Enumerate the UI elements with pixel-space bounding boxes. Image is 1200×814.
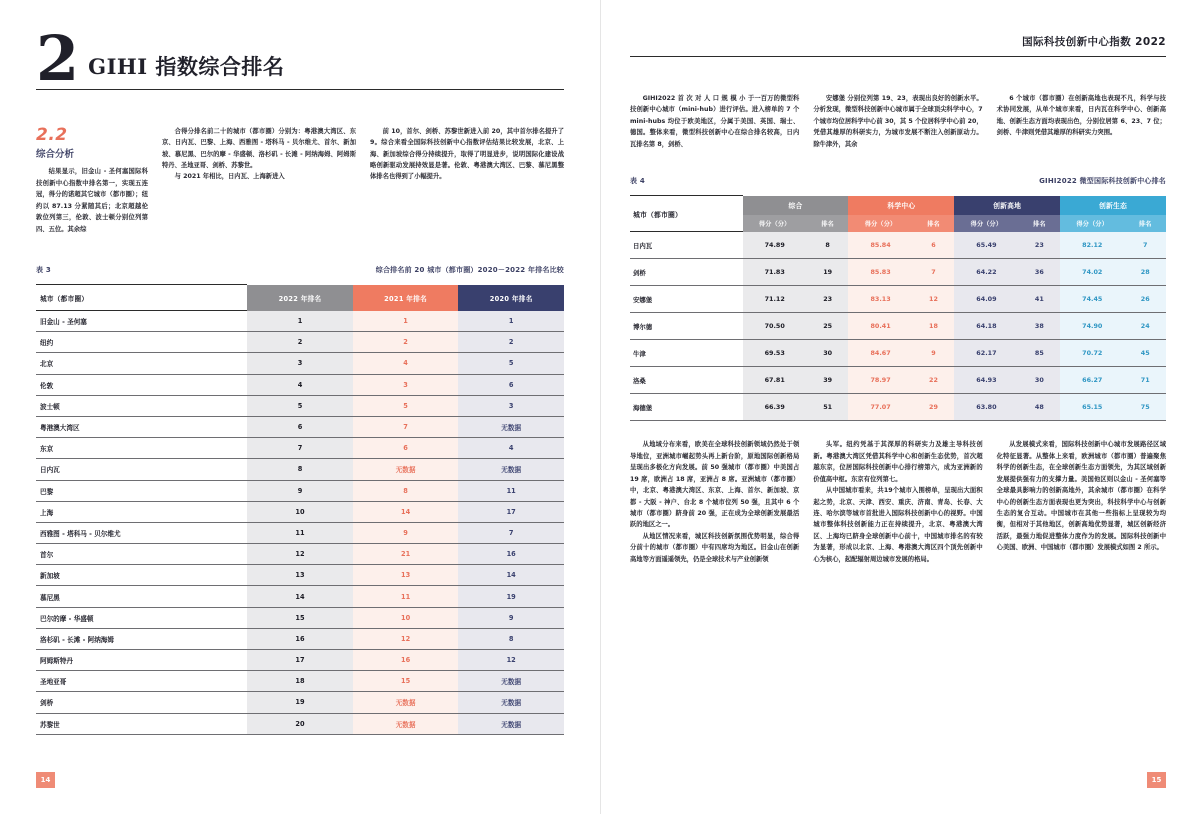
cell-rank-2022: 8 — [247, 459, 353, 480]
table-comprehensive-ranking — [36, 284, 564, 735]
cell-science-score: 77.07 — [848, 394, 912, 421]
cell-comprehensive-rank: 19 — [807, 259, 849, 286]
cell-rank-2022: 7 — [247, 438, 353, 459]
cell-rank-2021: 4 — [353, 353, 459, 374]
cell-ecology-rank: 28 — [1124, 259, 1166, 286]
cell-city: 慕尼黑 — [36, 586, 247, 607]
table-row — [630, 394, 1166, 421]
cell-rank-2022: 1 — [247, 311, 353, 332]
cell-city: 波士顿 — [36, 395, 247, 416]
paragraph: 合得分排名前二十的城市（都市圈）分别为：粤港澳大湾区、东京、日内瓦、巴黎、上海、西雅图 - 塔科马 - 贝尔维尤、首尔、新加坡、慕尼黑、巴尔的摩 - 华盛顿、洛杉矶 - 长滩 - 阿纳海姆、阿姆斯特丹、圣地亚哥、剑桥、苏黎世。 — [162, 127, 356, 169]
cell-highland-rank: 48 — [1019, 394, 1061, 421]
paragraph: 从地区情况来看，城区科技创新氛围优势明显，综合得分前十的城市（都市圈）中有四席均为地区。旧金山在创新高地等方面遥遥领先，仍是全球技术与产业创新领 — [630, 532, 800, 563]
cell-science-rank: 18 — [913, 313, 955, 340]
cell-highland-rank: 23 — [1019, 232, 1061, 259]
sub-header-score: 得分（分） — [743, 215, 807, 232]
cell-rank-2022: 10 — [247, 501, 353, 522]
sub-header-rank: 排名 — [1019, 215, 1061, 232]
cell-comprehensive-score: 69.53 — [743, 340, 807, 367]
table4-caption — [630, 176, 1166, 186]
cell-ecology-rank: 26 — [1124, 286, 1166, 313]
cell-rank-2021: 3 — [353, 374, 459, 395]
col-header-city: 城市（都市圈） — [630, 196, 743, 232]
cell-city: 新加坡 — [36, 565, 247, 586]
cell-comprehensive-score: 71.83 — [743, 259, 807, 286]
cell-city: 安娜堡 — [630, 286, 743, 313]
cell-city: 旧金山 - 圣何塞 — [36, 311, 247, 332]
cell-city: 东京 — [36, 438, 247, 459]
table-row — [36, 438, 564, 459]
table-header-row — [36, 285, 564, 311]
table-mini-hub-ranking — [630, 195, 1166, 421]
cell-highland-rank: 30 — [1019, 367, 1061, 394]
left-column-2 — [162, 126, 356, 235]
cell-science-score: 78.97 — [848, 367, 912, 394]
cell-highland-rank: 36 — [1019, 259, 1061, 286]
right-top-column-1 — [630, 93, 799, 150]
table-row — [36, 374, 564, 395]
col-header-2021: 2021 年排名 — [353, 285, 459, 311]
cell-ecology-rank: 24 — [1124, 313, 1166, 340]
cell-rank-2020: 12 — [458, 650, 564, 671]
cell-rank-2020: 无数据 — [458, 713, 564, 734]
cell-city: 首尔 — [36, 544, 247, 565]
section-number: 2.2 — [36, 124, 68, 145]
paragraph: 前 10，首尔、剑桥、苏黎世新进入前 20，其中首尔排名提升了 9。综合来看全国际科技创新中心指数评估结果比较发展，北京、上海、新加坡综合得分持续提升，取得了明显进步，说明国际化建设战略创新驱动发展持效显是著。伦敦、粤港澳大湾区、巴黎、慕尼黑整体排名也得到了小幅提升。 — [370, 127, 564, 181]
right-top-columns — [630, 93, 1166, 150]
table3-title: 综合排名前 20 城市（都市圈）2020－2022 年排名比较 — [375, 266, 564, 274]
paragraph: 与 2021 年相比，日内瓦、上海新进入 — [174, 173, 285, 181]
right-top-column-2 — [813, 93, 982, 150]
cell-city: 巴尔的摩 - 华盛顿 — [36, 607, 247, 628]
cell-rank-2020: 2 — [458, 332, 564, 353]
cell-city: 海德堡 — [630, 394, 743, 421]
cell-rank-2021: 无数据 — [353, 713, 459, 734]
cell-rank-2021: 10 — [353, 607, 459, 628]
cell-rank-2021: 8 — [353, 480, 459, 501]
group-header-innovation-ecology: 创新生态 — [1060, 196, 1166, 215]
table-row — [36, 628, 564, 649]
cell-city: 日内瓦 — [36, 459, 247, 480]
cell-rank-2022: 12 — [247, 544, 353, 565]
cell-city: 剑桥 — [630, 259, 743, 286]
cell-highland-score: 64.18 — [954, 313, 1018, 340]
table4-title: GIHI2022 微型国际科技创新中心排名 — [1039, 177, 1166, 186]
cell-rank-2021: 14 — [353, 501, 459, 522]
cell-rank-2020: 17 — [458, 501, 564, 522]
cell-comprehensive-score: 70.50 — [743, 313, 807, 340]
sub-header-score: 得分（分） — [1060, 215, 1124, 232]
cell-rank-2022: 20 — [247, 713, 353, 734]
table-row — [36, 713, 564, 734]
cell-ecology-rank: 71 — [1124, 367, 1166, 394]
cell-rank-2021: 13 — [353, 565, 459, 586]
cell-ecology-score: 74.45 — [1060, 286, 1124, 313]
cell-city: 北京 — [36, 353, 247, 374]
table-row — [36, 650, 564, 671]
cell-highland-rank: 38 — [1019, 313, 1061, 340]
table-row — [630, 340, 1166, 367]
cell-rank-2020: 16 — [458, 544, 564, 565]
cell-rank-2021: 12 — [353, 628, 459, 649]
cell-science-rank: 6 — [913, 232, 955, 259]
cell-rank-2021: 11 — [353, 586, 459, 607]
cell-city: 博尔德 — [630, 313, 743, 340]
cell-ecology-score: 74.02 — [1060, 259, 1124, 286]
cell-rank-2022: 16 — [247, 628, 353, 649]
cell-highland-rank: 85 — [1019, 340, 1061, 367]
cell-rank-2021: 1 — [353, 311, 459, 332]
paragraph: GIHI2022 首 次 对 人 口 规 模 小 于一百万的微型科技创新中心城市（mini-hub）进行评估。进入榜单的 7 个 mini-hubs 均位于欧美地区，分属于美国、英国、瑞士、德国。整体来看，微型科技创新中心在综合排名较高，日内瓦排名第 8，剑桥、 — [630, 95, 800, 148]
cell-ecology-rank: 45 — [1124, 340, 1166, 367]
cell-ecology-rank: 75 — [1124, 394, 1166, 421]
col-header-city: 城市（都市圈） — [36, 285, 247, 311]
table-row — [36, 544, 564, 565]
cell-ecology-score: 65.15 — [1060, 394, 1124, 421]
cell-city: 纽约 — [36, 332, 247, 353]
cell-city: 圣地亚哥 — [36, 671, 247, 692]
cell-rank-2022: 14 — [247, 586, 353, 607]
paragraph: 头军。纽约凭基于其深厚的科研实力及雄主导科技创新。粤港澳大湾区凭借其科学中心和创新生态优势，首次超越东京，位居国际科技创新中心排行榜第六，成为亚洲新的价值高中枢。东京有位列第七。 — [813, 441, 983, 483]
cell-rank-2020: 6 — [458, 374, 564, 395]
cell-rank-2020: 9 — [458, 607, 564, 628]
cell-science-rank: 7 — [913, 259, 955, 286]
cell-rank-2021: 9 — [353, 522, 459, 543]
cell-science-rank: 9 — [913, 340, 955, 367]
cell-city: 苏黎世 — [36, 713, 247, 734]
right-bottom-column-1 — [630, 439, 799, 565]
col-header-2020: 2020 年排名 — [458, 285, 564, 311]
table-row — [630, 367, 1166, 394]
cell-rank-2022: 19 — [247, 692, 353, 713]
left-column-1 — [36, 126, 148, 235]
section-name: 综合分析 — [36, 149, 75, 161]
cell-rank-2020: 19 — [458, 586, 564, 607]
cell-comprehensive-rank: 39 — [807, 367, 849, 394]
cell-rank-2022: 5 — [247, 395, 353, 416]
sub-header-rank: 排名 — [807, 215, 849, 232]
cell-ecology-score: 82.12 — [1060, 232, 1124, 259]
cell-ecology-rank: 7 — [1124, 232, 1166, 259]
chapter-header — [36, 0, 564, 95]
cell-science-rank: 29 — [913, 394, 955, 421]
cell-rank-2020: 8 — [458, 628, 564, 649]
cell-rank-2022: 2 — [247, 332, 353, 353]
cell-comprehensive-score: 67.81 — [743, 367, 807, 394]
cell-rank-2020: 7 — [458, 522, 564, 543]
cell-city: 洛桑 — [630, 367, 743, 394]
cell-comprehensive-rank: 23 — [807, 286, 849, 313]
cell-comprehensive-rank: 30 — [807, 340, 849, 367]
table-row — [36, 395, 564, 416]
cell-rank-2021: 7 — [353, 416, 459, 437]
cell-comprehensive-score: 71.12 — [743, 286, 807, 313]
cell-rank-2021: 2 — [353, 332, 459, 353]
cell-rank-2022: 18 — [247, 671, 353, 692]
cell-science-score: 83.13 — [848, 286, 912, 313]
table4-group-header-row — [630, 196, 1166, 215]
page-right — [600, 0, 1200, 814]
table-row — [36, 607, 564, 628]
table3-label: 表 3 — [36, 266, 51, 274]
table-row — [36, 332, 564, 353]
cell-rank-2021: 无数据 — [353, 692, 459, 713]
page-number-right: 15 — [1147, 772, 1166, 788]
cell-rank-2021: 6 — [353, 438, 459, 459]
cell-rank-2021: 21 — [353, 544, 459, 565]
sub-header-score: 得分（分） — [954, 215, 1018, 232]
cell-highland-score: 62.17 — [954, 340, 1018, 367]
cell-comprehensive-rank: 51 — [807, 394, 849, 421]
cell-science-rank: 12 — [913, 286, 955, 313]
cell-rank-2022: 6 — [247, 416, 353, 437]
cell-rank-2021: 5 — [353, 395, 459, 416]
page-number-left: 14 — [36, 772, 55, 788]
cell-highland-score: 63.80 — [954, 394, 1018, 421]
right-bottom-columns-a — [630, 439, 1166, 565]
table-row — [36, 586, 564, 607]
cell-comprehensive-score: 66.39 — [743, 394, 807, 421]
cell-city: 日内瓦 — [630, 232, 743, 259]
cell-city: 阿姆斯特丹 — [36, 650, 247, 671]
sub-header-rank: 排名 — [913, 215, 955, 232]
table-row — [36, 671, 564, 692]
cell-city: 巴黎 — [36, 480, 247, 501]
paragraph: 安娜堡 分别位列第 19、23，表现出良好的创新水平。分析发现，微型科技创新中心城市属于全球顶尖科学中心，7 个城市均位居科学中心前 30，其 5 个位居科学中心前 20，凭借其雄厚的科研实力，为城市发展不断注入创新原动力。除牛津外，其余 — [813, 95, 983, 148]
paragraph: 从发展模式来看，国际科技创新中心城市发展路径区域化特征显著。从整体上来看，欧洲城市（都市圈）普遍聚焦科学的创新生态，在全球创新生态方面领先，为其区域创新发展提供强有力的支撑力量。美国他区则以金山 - 圣何塞等全球最具影响力的创新高地外，其余城市（都市圈）在科学中心的创新生态方面表现也更为突出，科技科学中心与创新生态的复合互动。中国城市在其他一些指标上呈现较为均衡，但相对于其他地区，创新高地优势显著，城区创新经济活跃，最强力地促进整体力度作为的发展。国际科技创新中心美国、欧洲、中国城市（都市圈）发展模式如图 2 所示。 — [996, 441, 1166, 552]
page-gutter — [600, 0, 601, 814]
cell-ecology-score: 70.72 — [1060, 340, 1124, 367]
left-text-columns — [36, 126, 564, 235]
paragraph: 从地域分布来看，欧美在全球科技创新领域仍然处于领导地位，亚洲城市崛起势头再上新台阶，原地国际创新格局呈现出多极化方向发展。前 50 强城市（都市圈）中美国占 19 席，欧洲占 18 席，亚洲占 8 席。亚洲城市（都市圈）中，北京、粤港澳大湾区、东京、上海、首尔、新加坡、京都 - 大阪 - 神户、台北 8 个城市位列 50 强，且其中 6 个城市（都市圈）跻身前 20 强，正在成为全球创新发展最活跃的地区之一。 — [630, 441, 800, 529]
paragraph: 从中国城市看来，共19个城市入围榜单，呈现出大面积起之势，北京、天津、西安、重庆、济南、青岛、长春、大连、哈尔滨等城市首批进入国际科技创新中心的视野。中国城市整体科技创新能力正在持续提升，北京、粤港澳大湾区、上海均已跻身全球创新中心前十，中国城市排名的有较为显著，形成以北京、上海、粤港澳大湾区四个顶先创新中心为核心，起配辐射周边城市发展的格局。 — [813, 487, 983, 563]
cell-highland-score: 64.93 — [954, 367, 1018, 394]
cell-science-score: 85.83 — [848, 259, 912, 286]
chapter-number: 2 — [36, 22, 79, 95]
cell-rank-2022: 13 — [247, 565, 353, 586]
table-row — [36, 501, 564, 522]
cell-rank-2020: 4 — [458, 438, 564, 459]
cell-rank-2022: 17 — [247, 650, 353, 671]
running-header: 国际科技创新中心指数 2022 — [630, 0, 1166, 57]
cell-rank-2022: 15 — [247, 607, 353, 628]
group-header-innovation-highland: 创新高地 — [954, 196, 1060, 215]
cell-comprehensive-score: 74.89 — [743, 232, 807, 259]
cell-city: 西雅图 - 塔科马 - 贝尔维尤 — [36, 522, 247, 543]
cell-highland-score: 65.49 — [954, 232, 1018, 259]
cell-highland-score: 64.22 — [954, 259, 1018, 286]
cell-rank-2020: 5 — [458, 353, 564, 374]
left-column-3 — [370, 126, 564, 235]
cell-rank-2022: 3 — [247, 353, 353, 374]
cell-rank-2020: 14 — [458, 565, 564, 586]
cell-rank-2021: 15 — [353, 671, 459, 692]
cell-city: 粤港澳大湾区 — [36, 416, 247, 437]
group-header-comprehensive: 综合 — [743, 196, 849, 215]
sub-header-score: 得分（分） — [848, 215, 912, 232]
cell-city: 洛杉矶 - 长滩 - 阿纳海姆 — [36, 628, 247, 649]
cell-rank-2021: 无数据 — [353, 459, 459, 480]
cell-rank-2020: 无数据 — [458, 416, 564, 437]
table-row — [36, 416, 564, 437]
cell-rank-2021: 16 — [353, 650, 459, 671]
table-row — [630, 313, 1166, 340]
cell-science-score: 85.84 — [848, 232, 912, 259]
cell-rank-2020: 3 — [458, 395, 564, 416]
table-row — [36, 565, 564, 586]
cell-science-score: 84.67 — [848, 340, 912, 367]
cell-comprehensive-rank: 25 — [807, 313, 849, 340]
cell-comprehensive-rank: 8 — [807, 232, 849, 259]
sub-header-rank: 排名 — [1124, 215, 1166, 232]
table3-caption — [36, 265, 564, 275]
table-row — [36, 692, 564, 713]
right-bottom-column-3 — [997, 439, 1166, 565]
cell-ecology-score: 74.90 — [1060, 313, 1124, 340]
cell-rank-2020: 11 — [458, 480, 564, 501]
table-row — [630, 286, 1166, 313]
cell-rank-2020: 无数据 — [458, 692, 564, 713]
cell-rank-2022: 9 — [247, 480, 353, 501]
cell-rank-2020: 无数据 — [458, 671, 564, 692]
cell-ecology-score: 66.27 — [1060, 367, 1124, 394]
cell-city: 伦敦 — [36, 374, 247, 395]
cell-city: 剑桥 — [36, 692, 247, 713]
cell-highland-score: 64.09 — [954, 286, 1018, 313]
chapter-title: GIHI 指数综合排名 — [88, 53, 285, 79]
cell-science-rank: 22 — [913, 367, 955, 394]
right-top-column-3 — [997, 93, 1166, 150]
cell-science-score: 80.41 — [848, 313, 912, 340]
table4-label: 表 4 — [630, 177, 645, 186]
cell-city: 牛津 — [630, 340, 743, 367]
table-row — [36, 459, 564, 480]
col-header-2022: 2022 年排名 — [247, 285, 353, 311]
cell-city: 上海 — [36, 501, 247, 522]
paragraph: 结果显示，旧金山 - 圣何塞国际科技创新中心指数中排名第一，实现五连冠，得分的诺超其它城市（都市圈）；纽约以 87.13 分紧随其后；北京超越伦敦位列第三，伦敦、波士顿分别位列第四、五位。其余综 — [36, 168, 148, 233]
cell-rank-2022: 11 — [247, 522, 353, 543]
cell-rank-2022: 4 — [247, 374, 353, 395]
table-row — [36, 522, 564, 543]
table-row — [36, 353, 564, 374]
group-header-science-center: 科学中心 — [848, 196, 954, 215]
cell-rank-2020: 1 — [458, 311, 564, 332]
cell-highland-rank: 41 — [1019, 286, 1061, 313]
right-bottom-column-2 — [813, 439, 982, 565]
table-row — [36, 480, 564, 501]
table-row — [630, 259, 1166, 286]
cell-rank-2020: 无数据 — [458, 459, 564, 480]
table-row — [630, 232, 1166, 259]
paragraph: 6 个城市（都市圈）在创新高地也表现不凡，科学与技术协同发展，从单个城市来看，日内瓦在科学中心、创新高地、创新生态方面均表现出色，分别位居第 6、23、7 位；剑桥、牛津则凭借其雄厚的科研实力突围。 — [996, 95, 1166, 137]
table-row — [36, 311, 564, 332]
